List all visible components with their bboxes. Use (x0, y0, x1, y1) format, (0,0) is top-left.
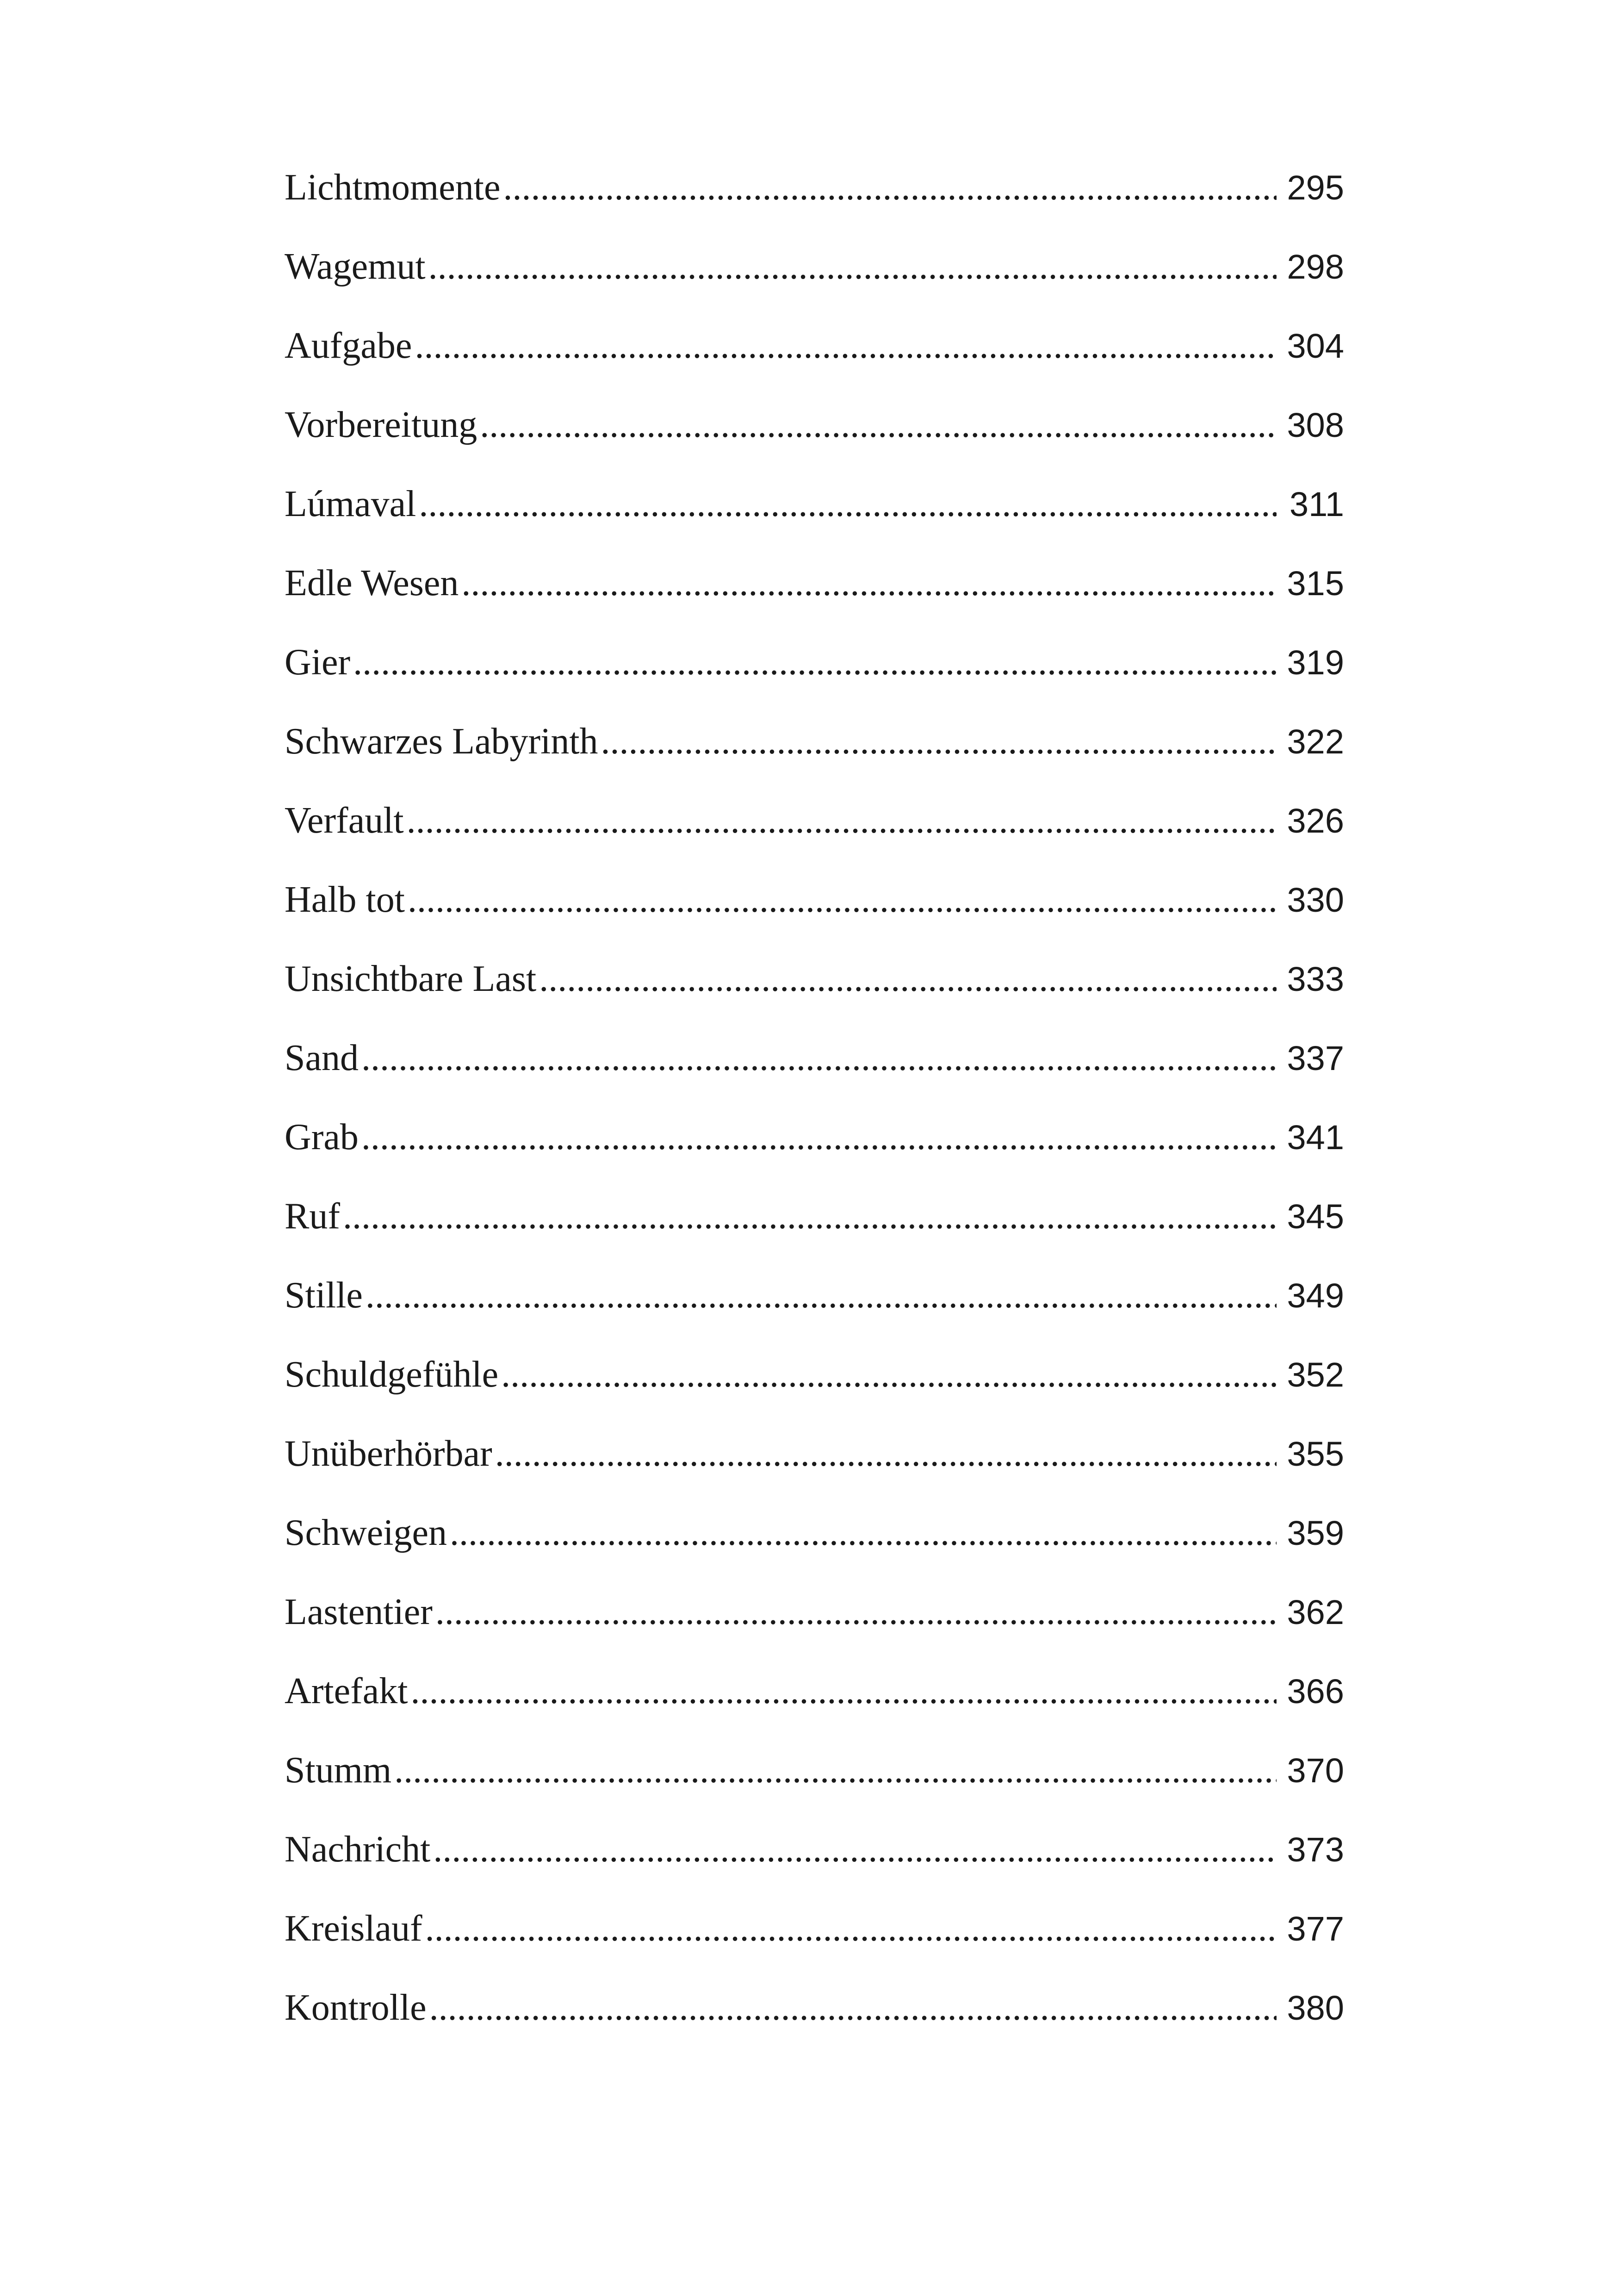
toc-dot-leader (601, 721, 1277, 763)
toc-entry (285, 1591, 1344, 1670)
toc-entry (285, 1670, 1344, 1749)
toc-entry-title: Nachricht (285, 1829, 431, 1870)
toc-entry-page: 319 (1287, 643, 1344, 682)
toc-entry-page: 373 (1287, 1830, 1344, 1869)
toc-entry (285, 1512, 1344, 1591)
toc-dot-leader (407, 800, 1277, 842)
toc-entry-page: 308 (1287, 406, 1344, 444)
toc-entry (285, 958, 1344, 1037)
toc-entry (285, 1749, 1344, 1829)
toc-entry-title: Lichtmomente (285, 167, 501, 208)
toc-entry (285, 721, 1344, 800)
toc-entry-page: 366 (1287, 1672, 1344, 1711)
toc-entry-page: 352 (1287, 1356, 1344, 1394)
toc-entry-title: Halb tot (285, 879, 405, 920)
toc-entry-title: Aufgabe (285, 325, 412, 366)
toc-dot-leader (435, 1591, 1277, 1633)
toc-entry-title: Schuldgefühle (285, 1354, 499, 1395)
toc-entry-title: Unsichtbare Last (285, 958, 537, 999)
toc-entry-page: 322 (1287, 722, 1344, 761)
toc-dot-leader (361, 1037, 1277, 1079)
toc-dot-leader (353, 641, 1277, 684)
toc-entry-title: Stumm (285, 1750, 392, 1791)
toc-entry-title: Kreislauf (285, 1908, 422, 1949)
toc-dot-leader (501, 1354, 1277, 1396)
toc-dot-leader (366, 1275, 1277, 1317)
toc-entry-page: 380 (1287, 1989, 1344, 2027)
toc-entry (285, 246, 1344, 325)
toc-dot-leader (419, 483, 1277, 525)
toc-dot-leader (480, 404, 1277, 446)
toc-entry-page: 377 (1287, 1910, 1344, 1948)
toc-dot-leader (425, 1908, 1277, 1950)
toc-entry-title: Unüberhörbar (285, 1433, 492, 1474)
toc-dot-leader (343, 1195, 1277, 1238)
toc-entry-title: Verfault (285, 800, 404, 841)
toc-dot-leader (433, 1829, 1277, 1871)
toc-entry-title: Wagemut (285, 246, 426, 287)
toc-entry-title: Schwarzes Labyrinth (285, 721, 598, 762)
toc-entry-title: Grab (285, 1117, 359, 1157)
toc-entry (285, 879, 1344, 958)
toc-entry (285, 562, 1344, 641)
toc-entry (285, 1908, 1344, 1987)
toc-entry-title: Edle Wesen (285, 563, 459, 604)
toc-entry-title: Ruf (285, 1196, 340, 1237)
toc-entry-page: 311 (1289, 485, 1344, 523)
toc-entry-page: 333 (1287, 960, 1344, 998)
toc-entry (285, 483, 1344, 562)
toc-entry-page: 304 (1287, 327, 1344, 365)
toc-entry (285, 1275, 1344, 1354)
toc-entry (285, 167, 1344, 246)
toc-dot-leader (503, 167, 1277, 209)
toc-entry-page: 341 (1287, 1118, 1344, 1157)
toc-entry-title: Vorbereitung (285, 404, 477, 445)
toc-entry-page: 315 (1287, 564, 1344, 603)
toc-dot-leader (361, 1116, 1277, 1158)
toc-entry (285, 641, 1344, 721)
toc-dot-leader (539, 958, 1277, 1000)
toc-entry-title: Gier (285, 642, 351, 683)
toc-entry-page: 370 (1287, 1751, 1344, 1790)
toc-entry-title: Sand (285, 1038, 359, 1078)
toc-dot-leader (394, 1749, 1277, 1792)
toc-entry-page: 295 (1287, 168, 1344, 207)
toc-entry (285, 1116, 1344, 1195)
toc-entry-page: 345 (1287, 1197, 1344, 1236)
toc-entry-page: 337 (1287, 1039, 1344, 1077)
toc-entry-title: Lúmaval (285, 484, 416, 524)
toc-entry (285, 1354, 1344, 1433)
toc-dot-leader (450, 1512, 1277, 1554)
toc-entry-title: Artefakt (285, 1671, 408, 1711)
toc-entry-page: 355 (1287, 1435, 1344, 1473)
toc-dot-leader (428, 246, 1277, 288)
toc-entry-title: Lastentier (285, 1592, 433, 1632)
table-of-contents (285, 167, 1344, 2066)
toc-entry-title: Stille (285, 1275, 363, 1316)
toc-entry (285, 1195, 1344, 1275)
toc-entry-page: 362 (1287, 1593, 1344, 1631)
toc-entry-title: Schweigen (285, 1512, 447, 1553)
toc-entry (285, 800, 1344, 879)
toc-dot-leader (411, 1670, 1277, 1712)
toc-entry (285, 1829, 1344, 1908)
toc-entry (285, 325, 1344, 404)
toc-dot-leader (461, 562, 1277, 604)
toc-entry-page: 330 (1287, 881, 1344, 919)
toc-dot-leader (415, 325, 1277, 367)
toc-entry-page: 359 (1287, 1514, 1344, 1552)
toc-entry-page: 298 (1287, 248, 1344, 286)
toc-entry (285, 1037, 1344, 1116)
toc-entry (285, 1433, 1344, 1512)
toc-dot-leader (408, 879, 1277, 921)
toc-entry (285, 404, 1344, 483)
toc-entry-page: 326 (1287, 802, 1344, 840)
toc-entry-title: Kontrolle (285, 1987, 427, 2028)
toc-entry-page: 349 (1287, 1276, 1344, 1315)
toc-dot-leader (495, 1433, 1277, 1475)
toc-entry (285, 1987, 1344, 2066)
toc-dot-leader (429, 1987, 1277, 2029)
